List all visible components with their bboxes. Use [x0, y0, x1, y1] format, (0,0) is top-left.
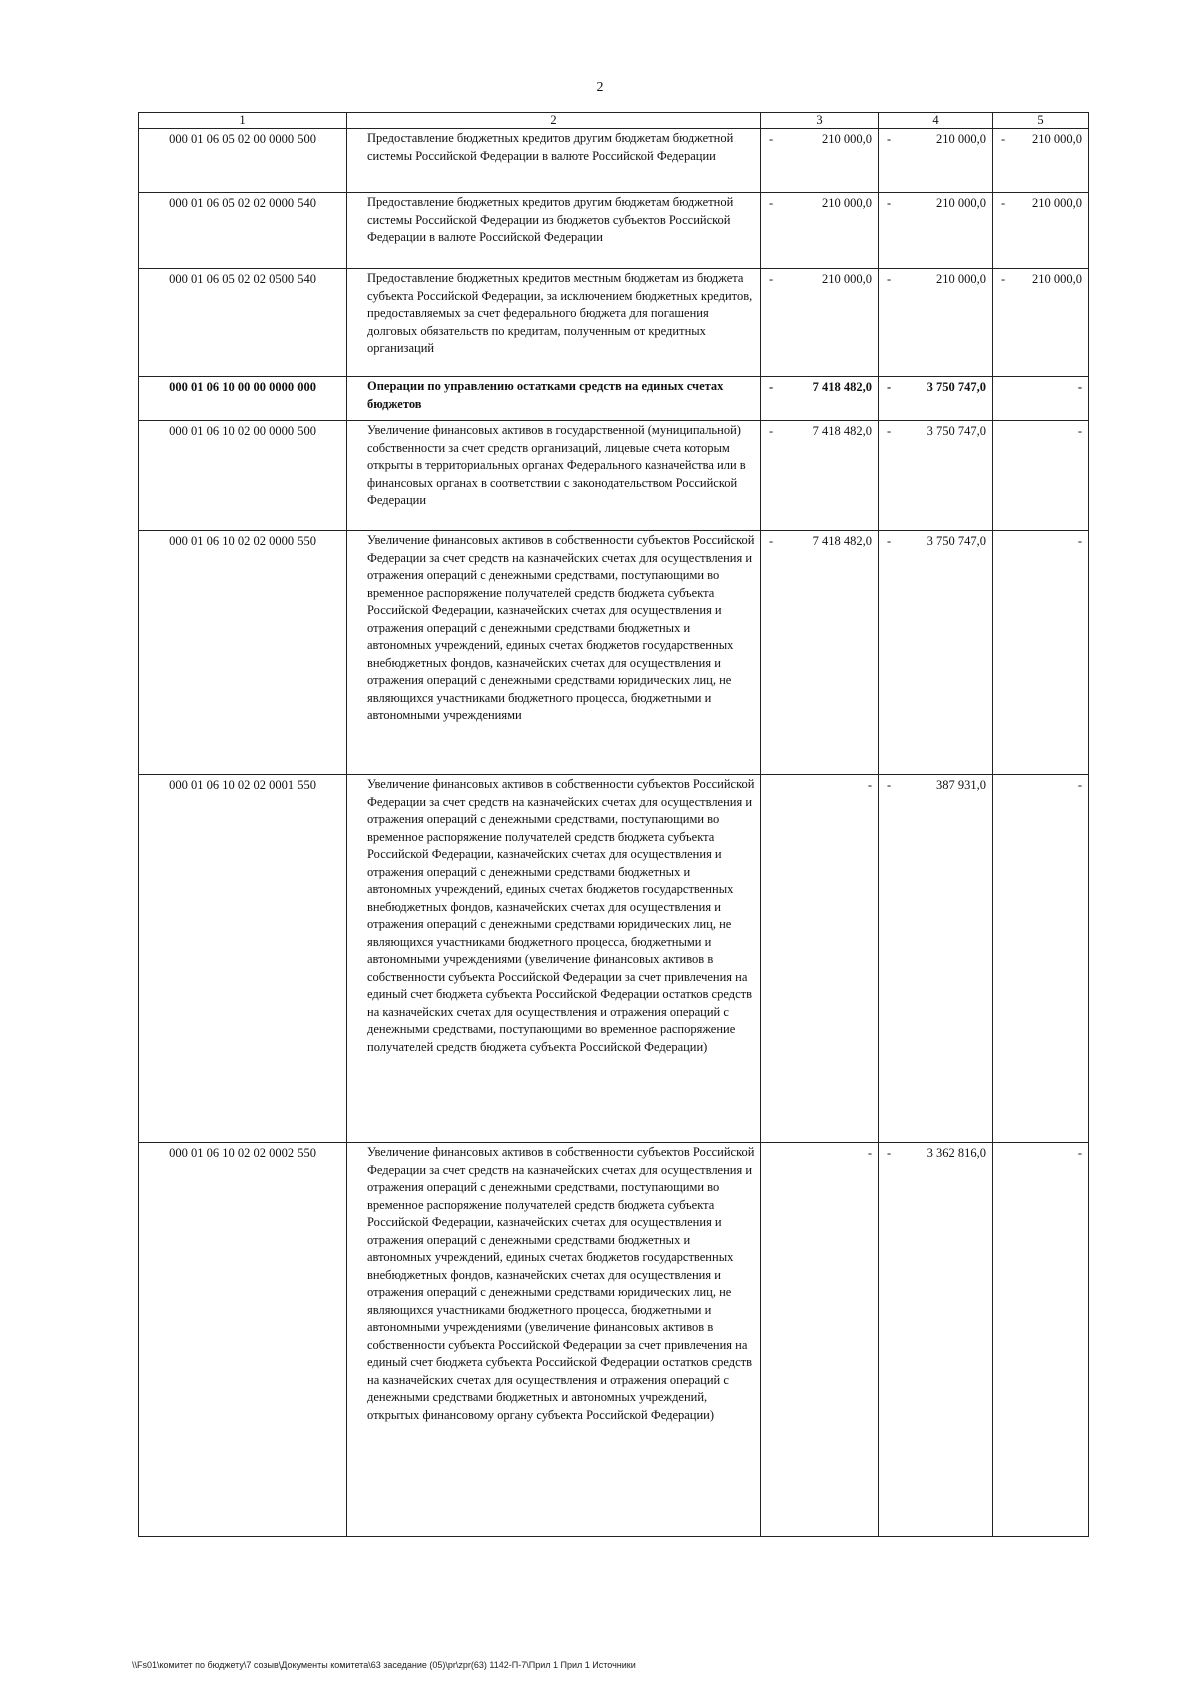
budget-code: 000 01 06 05 02 00 0000 500	[139, 129, 347, 193]
minus-sign: -	[887, 380, 892, 394]
table-row	[139, 421, 1089, 531]
budget-code: 000 01 06 10 00 00 0000 000	[139, 377, 347, 421]
budget-code: 000 01 06 05 02 02 0000 540	[139, 193, 347, 269]
amount-col5	[993, 421, 1089, 531]
budget-code: 000 01 06 05 02 02 0500 540	[139, 269, 347, 377]
amount-value: 210 000,0	[936, 132, 986, 146]
row-description: Предоставление бюджетных кредитов местным бюджетам из бюджета субъекта Российской Федерации, за исключением бюджетных кредитов, предоставляемых за счет федерального бюджета для погашения долговых обязательств по кредитам, полученным от кредитных организаций	[347, 269, 761, 377]
minus-sign: -	[769, 132, 774, 146]
minus-sign: -	[769, 272, 774, 286]
row-description: Увеличение финансовых активов в государственной (муниципальной) собственности за счет средств организаций, лицевые счета которым открыты в территориальных органах Федерального казначейства или в финансовых органах в соответствии с законодательством Российской Федерации	[347, 421, 761, 531]
sources-table-container	[138, 112, 1088, 1537]
amount-col4	[879, 129, 993, 193]
amount-col3	[761, 421, 879, 531]
amount-value: 3 750 747,0	[926, 534, 986, 548]
minus-sign: -	[769, 380, 774, 394]
row-description: Увеличение финансовых активов в собственности субъектов Российской Федерации за счет средств на казначейских счетах для осуществления и отражения операций с денежными средствами, поступающими во временное распоряжение получателей средств бюджета субъекта Российской Федерации, казначейских счетах для осуществления и отражения операций с денежными средствами бюджетных и автономных учреждений, единых счетах бюджетов государственных внебюджетных фондов, казначейских счетах для осуществления и отражения операций с денежными средствами юридических лиц, не являющихся участниками бюджетного процесса, бюджетными и автономными учреждениями (увеличение финансовых активов в собственности субъекта Российской Федерации за счет привлечения на единый счет бюджета субъекта Российской Федерации остатков средств на казначейских счетах для осуществления и отражения операций с денежными средствами, поступающими во временное распоряжение получателей средств бюджета субъекта Российской Федерации)	[347, 775, 761, 1143]
minus-sign: -	[1077, 380, 1082, 394]
minus-sign: -	[887, 272, 892, 286]
amount-col3	[761, 129, 879, 193]
minus-sign: -	[887, 534, 892, 548]
budget-code: 000 01 06 10 02 02 0001 550	[139, 775, 347, 1143]
amount-value: 210 000,0	[822, 196, 872, 210]
amount-col5	[993, 1143, 1089, 1537]
table-row-total	[139, 377, 1089, 421]
minus-sign: -	[867, 1146, 872, 1160]
column-header: 5	[993, 113, 1089, 129]
amount-col3	[761, 531, 879, 775]
amount-col4	[879, 775, 993, 1143]
amount-value: 7 418 482,0	[812, 380, 872, 394]
amount-col3	[761, 377, 879, 421]
amount-value: 3 750 747,0	[926, 380, 986, 394]
amount-value: 7 418 482,0	[812, 534, 872, 548]
amount-value: 210 000,0	[936, 272, 986, 286]
table-row	[139, 193, 1089, 269]
minus-sign: -	[1077, 1146, 1082, 1160]
minus-sign: -	[887, 424, 892, 438]
amount-value: 210 000,0	[822, 272, 872, 286]
amount-value: 387 931,0	[936, 778, 986, 792]
amount-col3	[761, 1143, 879, 1537]
minus-sign: -	[1077, 778, 1082, 792]
minus-sign: -	[1077, 534, 1082, 548]
amount-col5	[993, 129, 1089, 193]
file-path-footer: \\Fs01\комитет по бюджету\7 созыв\Документы комитета\63 заседание (05)\pr\zpr(63) 1142-П-7\Прил 1 Прил 1 Источники	[132, 1660, 636, 1670]
page-number: 2	[596, 80, 604, 95]
amount-col5	[993, 193, 1089, 269]
table-row	[139, 1143, 1089, 1537]
amount-value: 210 000,0	[822, 132, 872, 146]
minus-sign: -	[769, 534, 774, 548]
table-row	[139, 775, 1089, 1143]
minus-sign: -	[887, 132, 892, 146]
amount-value: 3 750 747,0	[926, 424, 986, 438]
minus-sign: -	[1001, 132, 1006, 146]
minus-sign: -	[769, 196, 774, 210]
minus-sign: -	[769, 424, 774, 438]
table-row	[139, 531, 1089, 775]
amount-col5	[993, 269, 1089, 377]
minus-sign: -	[887, 778, 892, 792]
amount-value: 210 000,0	[1032, 272, 1082, 286]
column-header: 4	[879, 113, 993, 129]
row-description: Предоставление бюджетных кредитов другим бюджетам бюджетной системы Российской Федерации в валюте Российской Федерации	[347, 129, 761, 193]
amount-col4	[879, 421, 993, 531]
amount-col4	[879, 193, 993, 269]
amount-value: 7 418 482,0	[812, 424, 872, 438]
amount-col4	[879, 531, 993, 775]
table-row	[139, 269, 1089, 377]
budget-code: 000 01 06 10 02 02 0000 550	[139, 531, 347, 775]
column-header: 1	[139, 113, 347, 129]
amount-col3	[761, 775, 879, 1143]
amount-col5	[993, 531, 1089, 775]
minus-sign: -	[1001, 196, 1006, 210]
table-header-row	[139, 113, 1089, 129]
amount-col4	[879, 269, 993, 377]
table-row	[139, 129, 1089, 193]
amount-col4	[879, 1143, 993, 1537]
budget-code: 000 01 06 10 02 00 0000 500	[139, 421, 347, 531]
minus-sign: -	[887, 196, 892, 210]
amount-col4	[879, 377, 993, 421]
budget-code: 000 01 06 10 02 02 0002 550	[139, 1143, 347, 1537]
row-description: Операции по управлению остатками средств на единых счетах бюджетов	[347, 377, 761, 421]
minus-sign: -	[1001, 272, 1006, 286]
column-header: 3	[761, 113, 879, 129]
column-header: 2	[347, 113, 761, 129]
row-description: Предоставление бюджетных кредитов другим бюджетам бюджетной системы Российской Федерации из бюджетов субъектов Российской Федерации в валюте Российской Федерации	[347, 193, 761, 269]
amount-value: 210 000,0	[1032, 196, 1082, 210]
row-description: Увеличение финансовых активов в собственности субъектов Российской Федерации за счет средств на казначейских счетах для осуществления и отражения операций с денежными средствами, поступающими во временное распоряжение получателей средств бюджета субъекта Российской Федерации, казначейских счетах для осуществления и отражения операций с денежными средствами бюджетных и автономных учреждений, единых счетах бюджетов государственных внебюджетных фондов, казначейских счетах для осуществления и отражения операций с денежными средствами юридических лиц, не являющихся участниками бюджетного процесса, бюджетными и автономными учреждениями (увеличение финансовых активов в собственности субъекта Российской Федерации за счет привлечения на единый счет бюджета субъекта Российской Федерации остатков средств на казначейских счетах для осуществления и отражения операций с денежными средствами бюджетных и автономных учреждений, открытых финансовому органу субъекта Российской Федерации)	[347, 1143, 761, 1537]
row-description: Увеличение финансовых активов в собственности субъектов Российской Федерации за счет средств на казначейских счетах для осуществления и отражения операций с денежными средствами, поступающими во временное распоряжение получателей средств бюджета субъекта Российской Федерации, казначейских счетах для осуществления и отражения операций с денежными средствами бюджетных и автономных учреждений, единых счетах бюджетов государственных внебюджетных фондов, казначейских счетах для осуществления и отражения операций с денежными средствами юридических лиц, не являющихся участниками бюджетного процесса, бюджетными и автономными учреждениями	[347, 531, 761, 775]
amount-value: 210 000,0	[936, 196, 986, 210]
amount-col3	[761, 193, 879, 269]
sources-table	[138, 112, 1089, 1537]
amount-col5	[993, 775, 1089, 1143]
minus-sign: -	[887, 1146, 892, 1160]
amount-value: 3 362 816,0	[926, 1146, 986, 1160]
minus-sign: -	[867, 778, 872, 792]
amount-col3	[761, 269, 879, 377]
amount-col5	[993, 377, 1089, 421]
amount-value: 210 000,0	[1032, 132, 1082, 146]
minus-sign: -	[1077, 424, 1082, 438]
